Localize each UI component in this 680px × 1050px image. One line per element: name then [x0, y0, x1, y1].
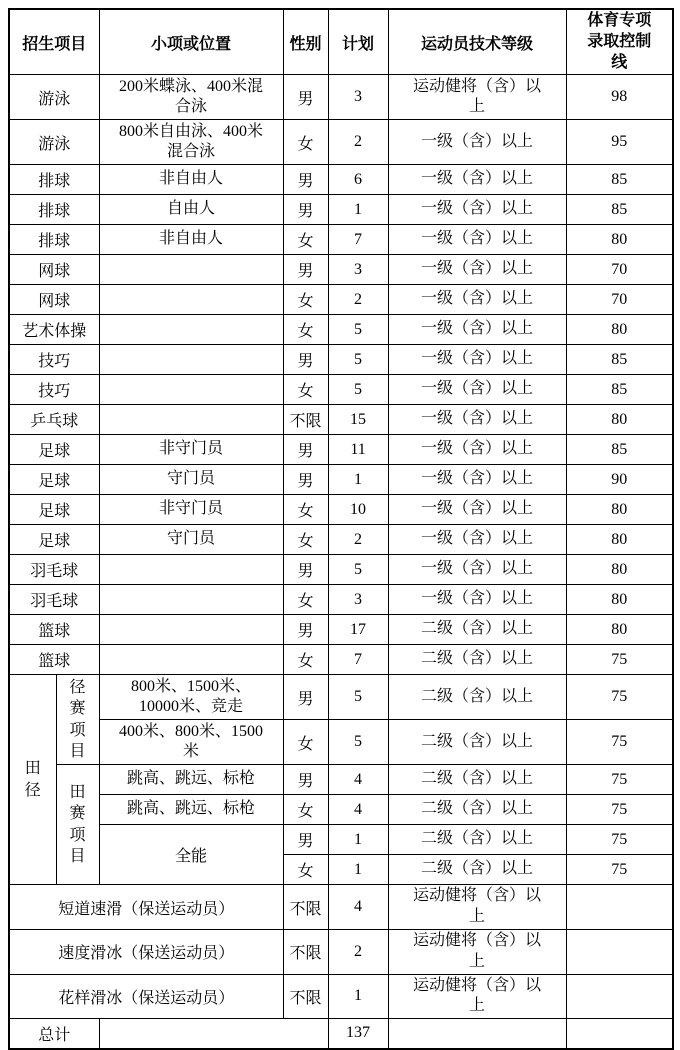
table-row	[9, 465, 673, 495]
quota-cell: 3	[328, 255, 388, 285]
project-cell: 游泳	[9, 120, 99, 165]
project-cell: 排球	[9, 225, 99, 255]
total-label-cell: 总计	[9, 1019, 99, 1049]
level-cell	[388, 720, 566, 765]
event-cell	[99, 375, 283, 405]
score-cell	[566, 974, 673, 1019]
event-cell-allround: 全能	[99, 825, 283, 885]
level-cell	[388, 315, 566, 345]
level-text: 运动健将（含）以上	[413, 976, 542, 1015]
gender-cell: 女	[283, 315, 328, 345]
event-cell	[99, 585, 283, 615]
project-cell: 游泳	[9, 75, 99, 120]
level-cell	[388, 75, 566, 120]
level-cell	[388, 375, 566, 405]
level-text: 运动健将（含）以上	[413, 887, 542, 926]
event-cell	[99, 225, 283, 255]
level-text: 二级（含）以上	[421, 770, 534, 788]
quota-cell: 2	[328, 120, 388, 165]
quota-cell: 6	[328, 165, 388, 195]
quota-cell: 5	[328, 675, 388, 720]
quota-cell: 5	[328, 315, 388, 345]
event-cell	[99, 795, 283, 825]
score-cell: 75	[566, 825, 673, 855]
score-cell: 85	[566, 435, 673, 465]
level-text: 一级（含）以上	[421, 380, 534, 398]
quota-cell: 5	[328, 720, 388, 765]
table-row	[9, 255, 673, 285]
project-cell-athletics	[9, 675, 56, 885]
level-text: 一级（含）以上	[421, 320, 534, 338]
level-text: 一级（含）以上	[421, 470, 534, 488]
score-cell: 75	[566, 675, 673, 720]
gender-cell: 女	[283, 645, 328, 675]
table-row	[9, 225, 673, 255]
gender-cell: 男	[283, 825, 328, 855]
event-cell	[99, 315, 283, 345]
event-cell	[99, 435, 283, 465]
level-text: 一级（含）以上	[421, 530, 534, 548]
score-cell: 80	[566, 555, 673, 585]
gender-cell: 不限	[283, 885, 328, 930]
project-cell: 篮球	[9, 615, 99, 645]
level-cell	[388, 929, 566, 974]
quota-cell: 5	[328, 375, 388, 405]
gender-cell: 女	[283, 795, 328, 825]
event-cell	[99, 345, 283, 375]
gender-cell: 女	[283, 120, 328, 165]
score-cell: 85	[566, 345, 673, 375]
quota-cell: 3	[328, 585, 388, 615]
gender-cell: 不限	[283, 929, 328, 974]
table-row	[9, 345, 673, 375]
table-row	[9, 165, 673, 195]
level-text: 一级（含）以上	[421, 410, 534, 428]
quota-cell: 11	[328, 435, 388, 465]
project-cell: 排球	[9, 195, 99, 225]
gender-cell: 男	[283, 195, 328, 225]
event-cell	[99, 405, 283, 435]
total-quota-cell: 137	[328, 1019, 388, 1049]
event-cell	[99, 645, 283, 675]
score-cell: 80	[566, 225, 673, 255]
project-cell: 排球	[9, 165, 99, 195]
gender-cell: 男	[283, 675, 328, 720]
table-row	[9, 885, 673, 930]
score-cell: 70	[566, 255, 673, 285]
level-cell	[388, 345, 566, 375]
project-cell: 技巧	[9, 345, 99, 375]
quota-cell: 1	[328, 195, 388, 225]
table-row	[9, 375, 673, 405]
gender-cell: 男	[283, 435, 328, 465]
table-row	[9, 435, 673, 465]
score-cell: 80	[566, 615, 673, 645]
project-cell-wide: 花样滑冰（保送运动员）	[9, 974, 283, 1019]
table-row	[9, 195, 673, 225]
score-cell: 90	[566, 465, 673, 495]
event-cell	[99, 765, 283, 795]
athletics-label: 田径	[24, 760, 41, 799]
event-text: 非自由人	[159, 170, 224, 188]
table-row	[9, 555, 673, 585]
project-cell: 篮球	[9, 645, 99, 675]
project-cell: 艺术体操	[9, 315, 99, 345]
level-cell	[388, 765, 566, 795]
event-text: 400米、800米、1500米	[119, 722, 264, 761]
admissions-table	[8, 8, 674, 1050]
level-text: 一级（含）以上	[421, 590, 534, 608]
gender-cell: 女	[283, 285, 328, 315]
level-text: 二级（含）以上	[421, 687, 534, 705]
level-text: 运动健将（含）以上	[413, 77, 542, 116]
score-cell: 75	[566, 645, 673, 675]
event-text: 自由人	[167, 200, 216, 218]
score-cell: 80	[566, 495, 673, 525]
gender-cell: 女	[283, 225, 328, 255]
quota-cell: 2	[328, 929, 388, 974]
level-cell	[388, 495, 566, 525]
level-cell	[388, 405, 566, 435]
group-cell-field	[56, 765, 99, 885]
gender-cell: 女	[283, 375, 328, 405]
table-row	[9, 285, 673, 315]
score-cell: 80	[566, 585, 673, 615]
quota-cell: 4	[328, 885, 388, 930]
level-cell	[388, 285, 566, 315]
quota-cell: 1	[328, 825, 388, 855]
total-row	[9, 1019, 673, 1049]
score-cell: 98	[566, 75, 673, 120]
gender-cell: 男	[283, 555, 328, 585]
project-cell: 羽毛球	[9, 585, 99, 615]
event-cell	[99, 465, 283, 495]
gender-cell: 女	[283, 720, 328, 765]
quota-cell: 5	[328, 345, 388, 375]
event-text: 非守门员	[159, 440, 224, 458]
quota-cell: 15	[328, 405, 388, 435]
score-cell: 85	[566, 375, 673, 405]
header-score	[566, 9, 673, 75]
header-project: 招生项目	[9, 9, 99, 75]
table-row	[9, 645, 673, 675]
project-cell: 网球	[9, 285, 99, 315]
level-text: 运动健将（含）以上	[413, 931, 542, 970]
score-cell: 80	[566, 405, 673, 435]
quota-cell: 2	[328, 285, 388, 315]
level-cell	[388, 885, 566, 930]
table-row	[9, 525, 673, 555]
project-cell: 乒乓球	[9, 405, 99, 435]
event-cell	[99, 720, 283, 765]
event-cell	[99, 285, 283, 315]
level-text: 一级（含）以上	[421, 200, 534, 218]
quota-cell: 2	[328, 525, 388, 555]
score-cell: 95	[566, 120, 673, 165]
project-cell: 足球	[9, 495, 99, 525]
project-cell: 足球	[9, 525, 99, 555]
level-cell	[388, 585, 566, 615]
table-row	[9, 585, 673, 615]
total-score-cell	[566, 1019, 673, 1049]
event-text: 800米、1500米、10000米、竞走	[131, 677, 252, 716]
event-text: 非守门员	[159, 500, 224, 518]
project-cell: 足球	[9, 465, 99, 495]
table-row	[9, 405, 673, 435]
level-cell	[388, 795, 566, 825]
level-cell	[388, 675, 566, 720]
gender-cell: 女	[283, 855, 328, 885]
score-cell: 75	[566, 795, 673, 825]
table-row	[9, 75, 673, 120]
event-cell	[99, 555, 283, 585]
table-row	[9, 615, 673, 645]
header-row	[9, 9, 673, 75]
table-row	[9, 315, 673, 345]
table-row	[9, 974, 673, 1019]
header-level: 运动员技术等级	[388, 9, 566, 75]
project-cell-wide: 短道速滑（保送运动员）	[9, 885, 283, 930]
event-text: 守门员	[167, 530, 216, 548]
level-cell	[388, 465, 566, 495]
level-cell	[388, 974, 566, 1019]
gender-cell: 男	[283, 255, 328, 285]
event-text: 800米自由泳、400米混合泳	[119, 122, 264, 161]
header-gender: 性别	[283, 9, 328, 75]
level-text: 一级（含）以上	[421, 132, 534, 150]
level-text: 一级（含）以上	[421, 170, 534, 188]
gender-cell: 女	[283, 525, 328, 555]
gender-cell: 男	[283, 75, 328, 120]
score-cell: 85	[566, 165, 673, 195]
event-text: 200米蝶泳、400米混合泳	[119, 77, 264, 116]
score-cell: 80	[566, 315, 673, 345]
level-cell	[388, 435, 566, 465]
score-cell: 70	[566, 285, 673, 315]
event-cell	[99, 165, 283, 195]
project-cell: 羽毛球	[9, 555, 99, 585]
level-text: 二级（含）以上	[421, 800, 534, 818]
gender-cell: 男	[283, 465, 328, 495]
gender-cell: 不限	[283, 974, 328, 1019]
level-text: 一级（含）以上	[421, 440, 534, 458]
level-cell	[388, 855, 566, 885]
event-cell	[99, 495, 283, 525]
total-empty-cell	[99, 1019, 328, 1049]
score-cell	[566, 885, 673, 930]
project-cell: 足球	[9, 435, 99, 465]
level-cell	[388, 615, 566, 645]
level-cell	[388, 825, 566, 855]
event-text: 跳高、跳远、标枪	[127, 770, 256, 788]
level-text: 二级（含）以上	[421, 620, 534, 638]
gender-cell: 女	[283, 495, 328, 525]
level-cell	[388, 255, 566, 285]
level-text: 二级（含）以上	[421, 830, 534, 848]
level-cell	[388, 165, 566, 195]
quota-cell: 7	[328, 645, 388, 675]
event-text: 非自由人	[159, 230, 224, 248]
event-cell	[99, 195, 283, 225]
level-text: 一级（含）以上	[421, 230, 534, 248]
table-row	[9, 495, 673, 525]
quota-cell: 1	[328, 465, 388, 495]
event-cell	[99, 120, 283, 165]
gender-cell: 不限	[283, 405, 328, 435]
project-cell: 网球	[9, 255, 99, 285]
event-text: 跳高、跳远、标枪	[127, 800, 256, 818]
quota-cell: 4	[328, 795, 388, 825]
gender-cell: 男	[283, 765, 328, 795]
event-cell	[99, 75, 283, 120]
quota-cell: 10	[328, 495, 388, 525]
group-cell-track	[56, 675, 99, 765]
level-text: 二级（含）以上	[421, 650, 534, 668]
header-score-label: 体育专项录取控制线	[587, 12, 652, 71]
score-cell: 80	[566, 525, 673, 555]
level-text: 一级（含）以上	[421, 560, 534, 578]
level-cell	[388, 645, 566, 675]
event-cell	[99, 615, 283, 645]
level-cell	[388, 225, 566, 255]
quota-cell: 7	[328, 225, 388, 255]
quota-cell: 5	[328, 555, 388, 585]
quota-cell: 3	[328, 75, 388, 120]
level-cell	[388, 195, 566, 225]
level-cell	[388, 525, 566, 555]
score-cell: 85	[566, 195, 673, 225]
gender-cell: 女	[283, 585, 328, 615]
score-cell: 75	[566, 765, 673, 795]
level-cell	[388, 120, 566, 165]
level-text: 二级（含）以上	[421, 732, 534, 750]
score-cell	[566, 929, 673, 974]
header-event: 小项或位置	[99, 9, 283, 75]
event-cell	[99, 675, 283, 720]
quota-cell: 17	[328, 615, 388, 645]
project-cell: 技巧	[9, 375, 99, 405]
quota-cell: 1	[328, 974, 388, 1019]
event-cell	[99, 255, 283, 285]
track-group-label: 径赛项目	[69, 678, 86, 761]
event-text: 守门员	[167, 470, 216, 488]
table-row	[9, 120, 673, 165]
gender-cell: 男	[283, 345, 328, 375]
project-cell-wide: 速度滑冰（保送运动员）	[9, 929, 283, 974]
field-group-label: 田赛项目	[69, 783, 86, 866]
score-cell: 75	[566, 720, 673, 765]
level-text: 一级（含）以上	[421, 500, 534, 518]
quota-cell: 4	[328, 765, 388, 795]
table-row	[9, 675, 673, 720]
event-cell	[99, 525, 283, 555]
level-text: 一级（含）以上	[421, 290, 534, 308]
table-row	[9, 765, 673, 795]
table-row	[9, 795, 673, 825]
table-row	[9, 929, 673, 974]
score-cell: 75	[566, 855, 673, 885]
level-text: 二级（含）以上	[421, 860, 534, 878]
quota-cell: 1	[328, 855, 388, 885]
table-row	[9, 825, 673, 855]
header-quota: 计划	[328, 9, 388, 75]
gender-cell: 男	[283, 615, 328, 645]
level-cell	[388, 555, 566, 585]
gender-cell: 男	[283, 165, 328, 195]
level-text: 一级（含）以上	[421, 350, 534, 368]
level-text: 一级（含）以上	[421, 260, 534, 278]
table-row	[9, 720, 673, 765]
total-level-cell	[388, 1019, 566, 1049]
